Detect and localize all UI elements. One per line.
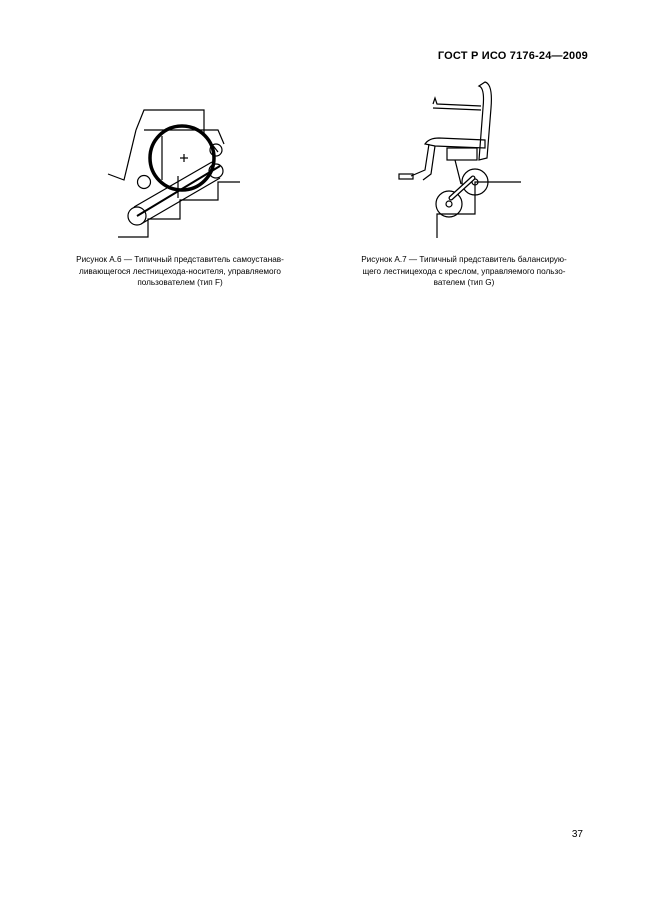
page-number: 37 [571, 829, 583, 840]
caption-line: щего лестницехода с креслом, управляемого пользо- [362, 266, 566, 276]
document-header: ГОСТ Р ИСО 7176-24—2009 [437, 50, 588, 62]
caption-line: Рисунок А.7 — Типичный представитель балансирую- [361, 255, 567, 264]
figure-a6-caption [50, 254, 310, 289]
caption-line: ливающегося лестницехода-носителя, управляемого [79, 266, 281, 276]
caption-line: пользователем (тип F) [137, 278, 223, 287]
stairs-outline [437, 182, 521, 238]
figure-a6-drawing [100, 100, 240, 240]
rear-wheel [138, 176, 151, 189]
figure-a7-drawing [395, 78, 525, 243]
figure-a7-caption [336, 254, 592, 289]
caption-line: Рисунок А.6 — Типичный представитель самоустанав- [76, 255, 284, 264]
caption-line: вателем (тип G) [433, 278, 495, 287]
